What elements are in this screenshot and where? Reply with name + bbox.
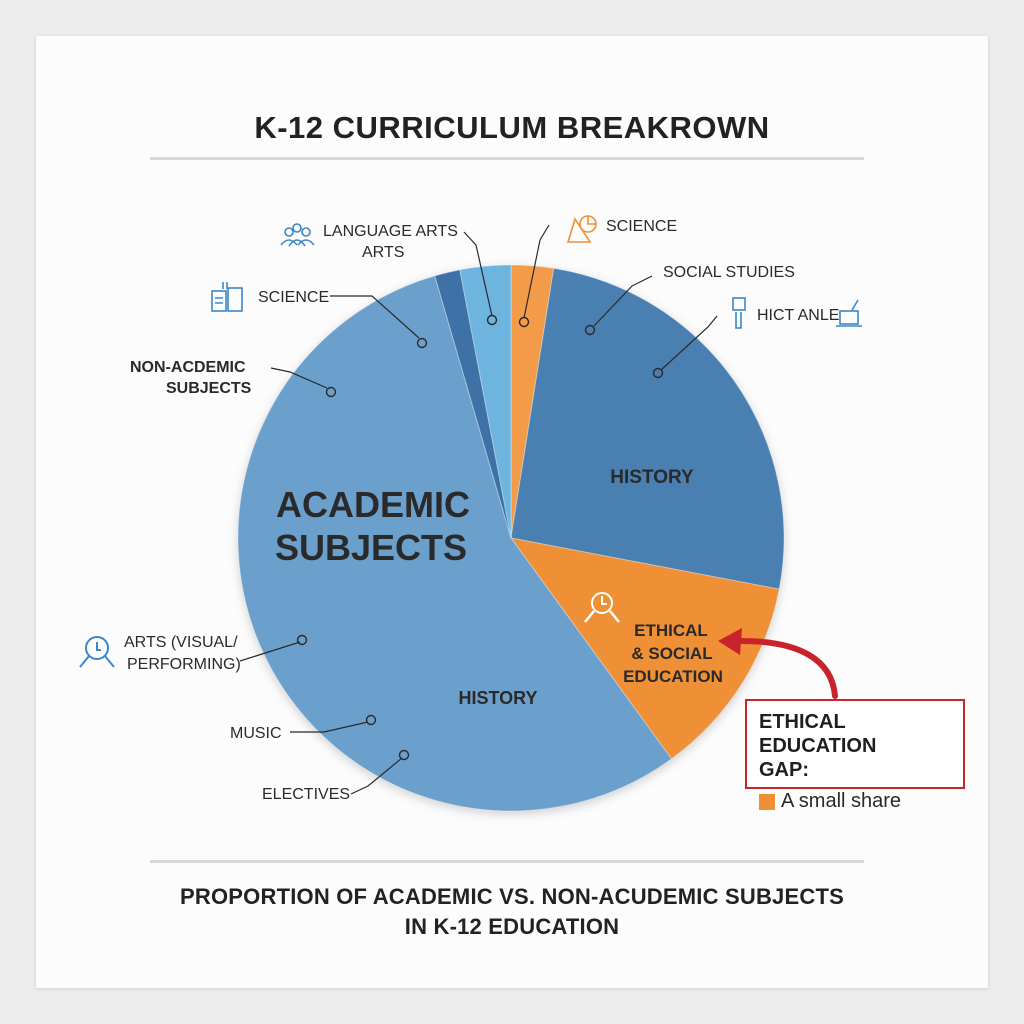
- people-icon: [281, 224, 314, 246]
- label-science-left: SCIENCE: [258, 289, 330, 306]
- inner-label-academic-1: ACADEMIC: [276, 484, 470, 525]
- book-icon: [212, 282, 242, 311]
- callout-legend-label: A small share: [781, 790, 902, 812]
- label-language-arts: LANGUAGE ARTS: [323, 223, 458, 240]
- magnifier-icon: [80, 637, 114, 667]
- inner-label-ethical-2: & SOCIAL: [631, 644, 713, 663]
- pie-slice-history: [511, 268, 784, 589]
- label-language-arts-2: ARTS: [362, 244, 405, 261]
- caption-line1: PROPORTION OF ACADEMIC VS. NON-ACUDEMIC SUBJECTS: [180, 884, 844, 909]
- inner-label-academic-2: SUBJECTS: [274, 527, 468, 568]
- callout-title-line1: ETHICAL EDUCATION: [759, 711, 877, 757]
- label-social-studies: SOCIAL STUDIES: [663, 264, 795, 281]
- flask-icon: [568, 216, 596, 242]
- callout-title-line2: GAP:: [759, 759, 809, 781]
- callout-legend: [759, 790, 963, 813]
- caption-line2: IN K-12 EDUCATION: [404, 914, 620, 939]
- chart-title: K-12 CURRICULUM BREAKROWN: [254, 110, 770, 145]
- label-non-academic-1: NON-ACDEMIC: [130, 359, 246, 376]
- inner-label-history: HISTORY: [610, 467, 694, 488]
- label-electives: ELECTIVES: [262, 786, 351, 803]
- callout-legend-swatch: [759, 794, 775, 810]
- label-science-top: SCIENCE: [606, 218, 678, 235]
- label-arts-2: PERFORMING): [127, 656, 241, 673]
- inner-label-ethical-1: ETHICAL: [634, 621, 708, 640]
- caption-divider: [150, 860, 864, 863]
- inner-label-history-lower: HISTORY: [458, 688, 538, 708]
- inner-label-ethical-3: EDUCATION: [623, 667, 723, 686]
- label-music: MUSIC: [230, 725, 282, 742]
- ethical-gap-callout: [745, 699, 965, 812]
- label-hict-anle: HICT ANLE: [757, 307, 840, 324]
- label-non-academic-2: SUBJECTS: [166, 380, 252, 397]
- label-arts-1: ARTS (VISUAL/: [124, 634, 238, 651]
